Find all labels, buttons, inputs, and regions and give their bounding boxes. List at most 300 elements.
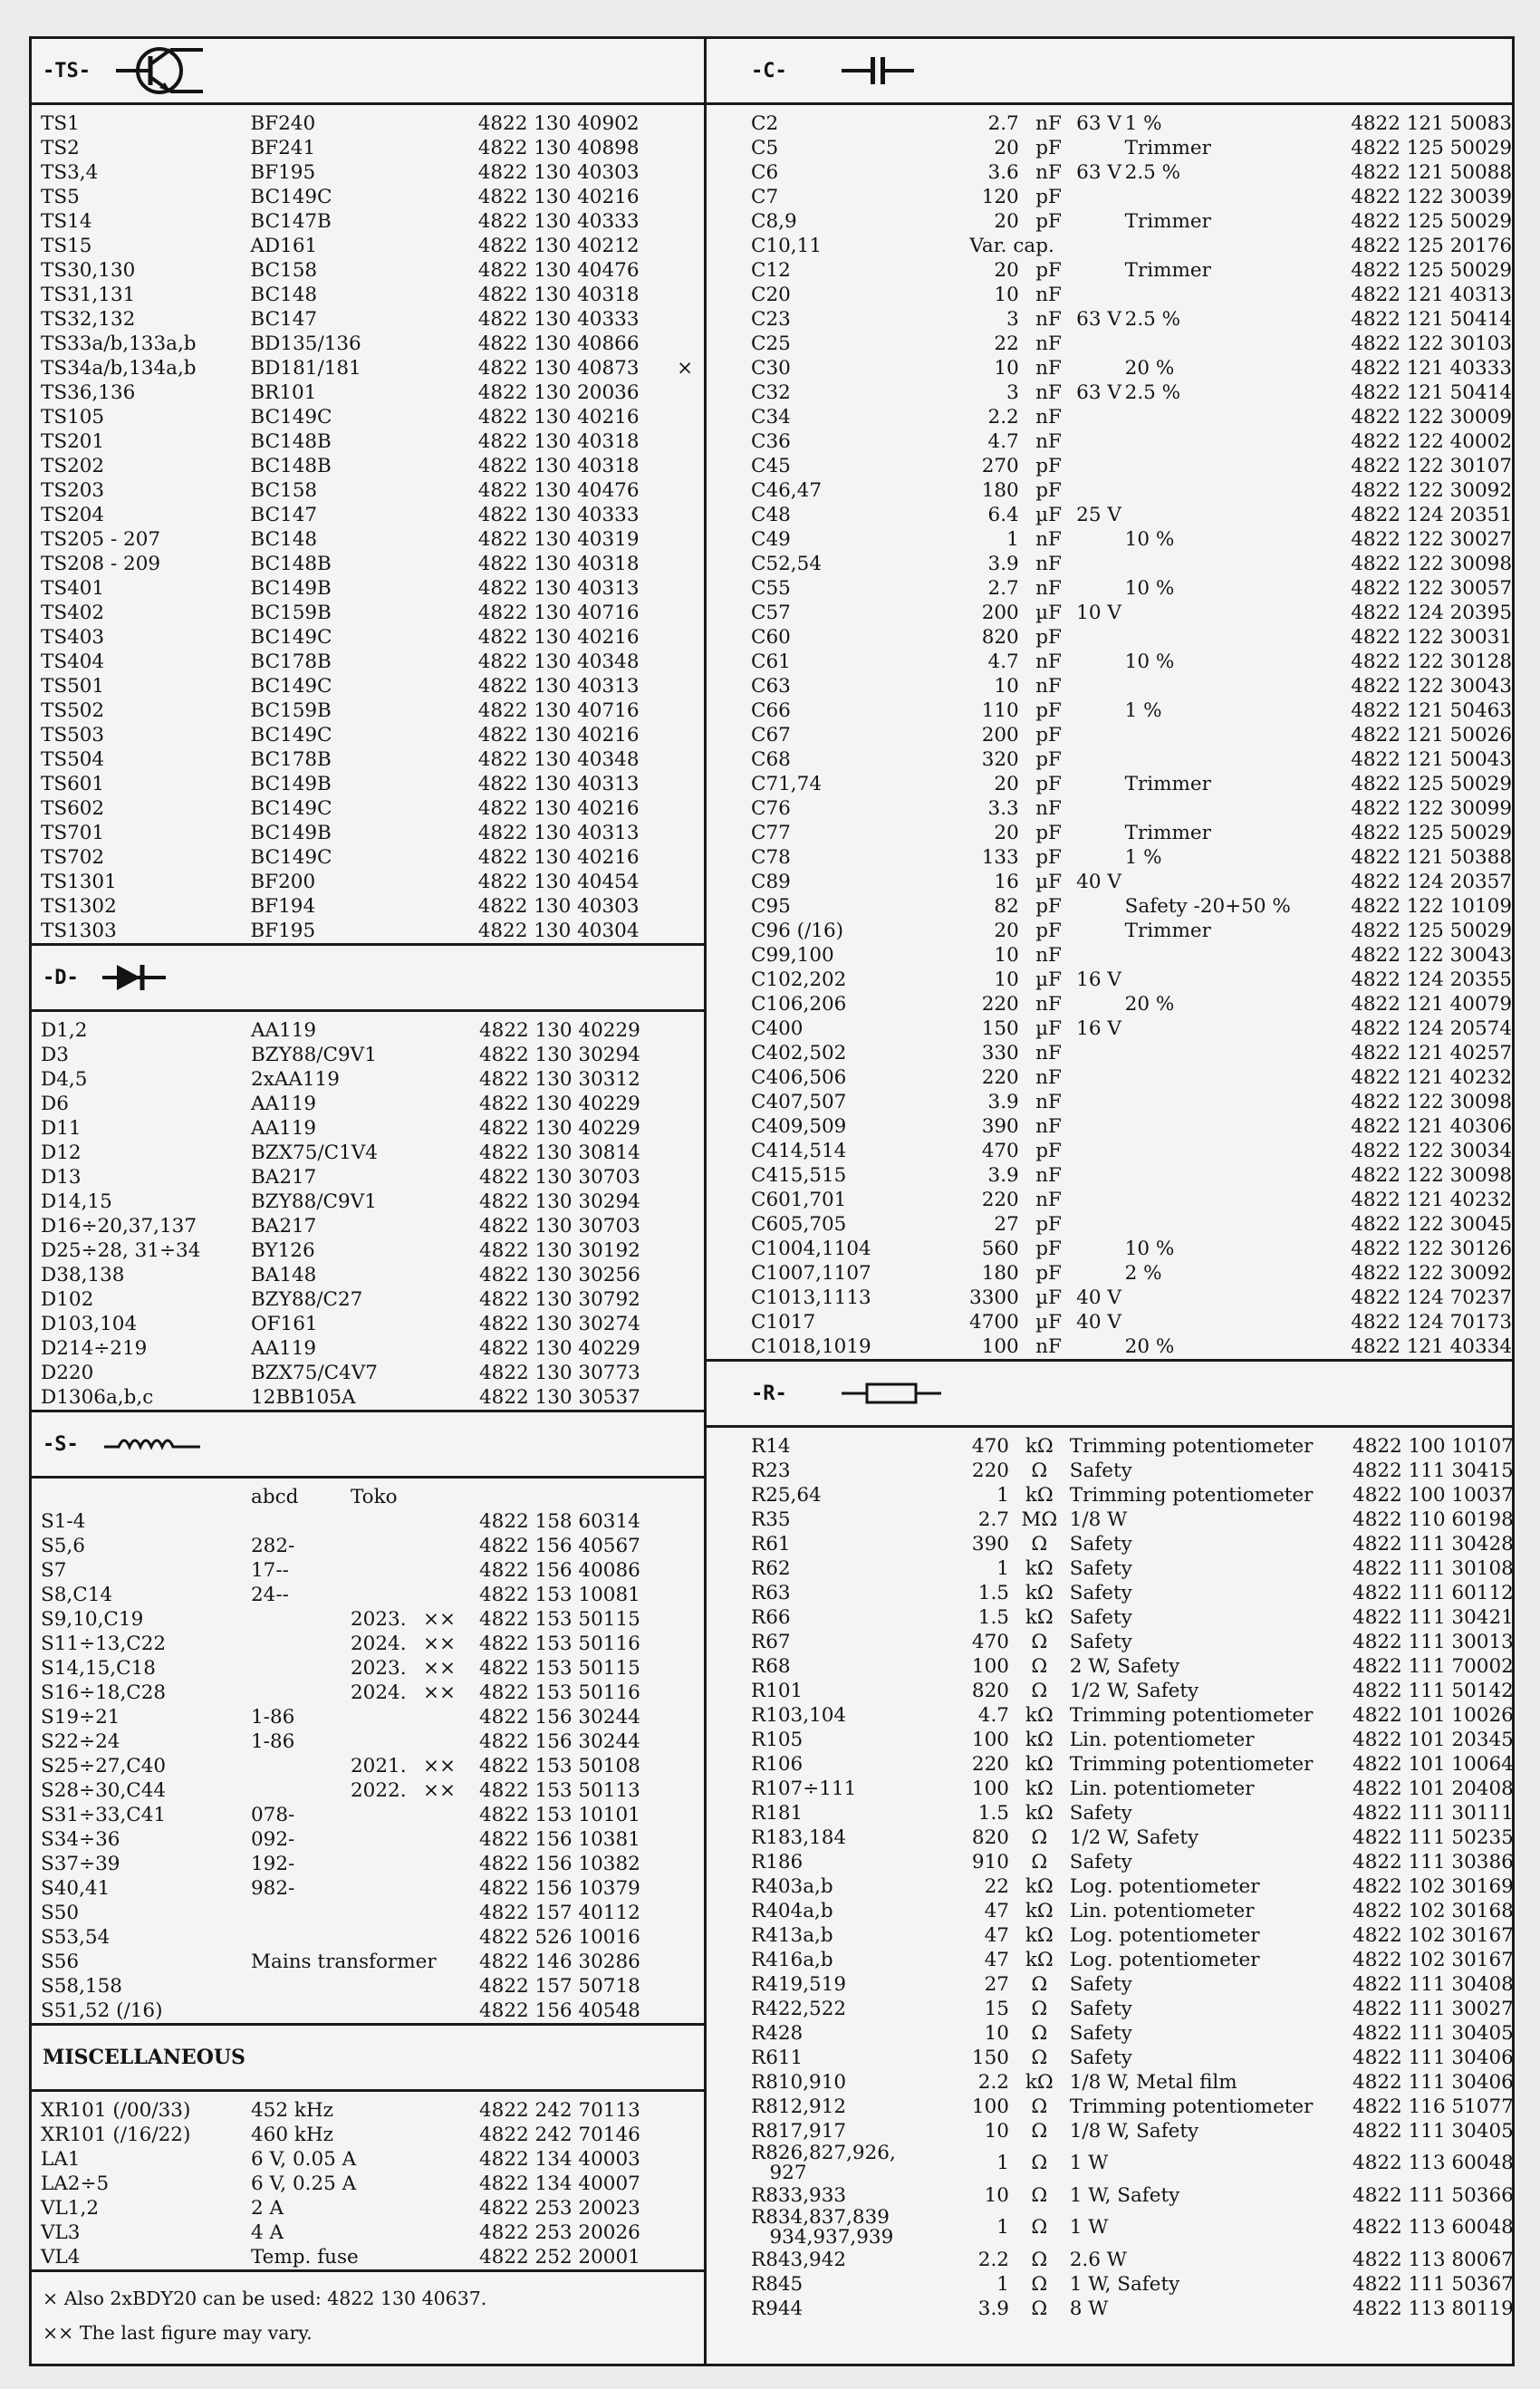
s-code-number: 4822 157 50718	[479, 1975, 640, 1998]
ts-ref: TS34a/b,134a,b	[41, 357, 197, 380]
r-row	[704, 2248, 1512, 2272]
c-unit: nF	[1035, 1335, 1062, 1358]
c-ref: C77	[751, 822, 791, 844]
s-row	[32, 1509, 704, 1534]
ts-row	[32, 283, 704, 307]
c-value: 22	[994, 332, 1019, 355]
c-voltage: 40 V	[1076, 1286, 1121, 1309]
s-row	[32, 1607, 704, 1632]
r-value: 390	[971, 1533, 1009, 1556]
c-voltage	[1073, 1212, 1124, 1237]
d-ref: D16÷20,37,137	[41, 1215, 197, 1238]
c-tolerance	[1125, 552, 1352, 576]
c-tolerance	[1125, 503, 1352, 527]
ts-type: BC159B	[250, 699, 332, 722]
d-section	[32, 946, 704, 1412]
c-row	[704, 992, 1512, 1016]
c-row	[704, 234, 1512, 258]
c-voltage	[1073, 1188, 1124, 1212]
d-code-number: 4822 130 30703	[479, 1166, 640, 1189]
s-code-number: 4822 156 30244	[479, 1706, 640, 1729]
d-row	[32, 1116, 704, 1141]
s-ref: S7	[41, 1559, 67, 1582]
d-code-number: 4822 130 30192	[479, 1239, 640, 1262]
c-tolerance: Trimmer	[1124, 822, 1211, 844]
c-value: 20	[994, 773, 1019, 795]
r-ref: R422,522	[751, 1998, 847, 2020]
s-ref: S5,6	[41, 1535, 85, 1557]
r-code-number: 4822 111 50235	[1352, 1826, 1514, 1849]
c-tolerance	[1125, 674, 1352, 698]
s-header	[32, 1412, 704, 1479]
s-row	[32, 1827, 704, 1852]
d-type: OF161	[251, 1313, 318, 1335]
s-abcd: 092-	[251, 1828, 295, 1851]
ts-code-number: 4822 130 40318	[477, 455, 640, 477]
s-toko	[351, 1534, 423, 1558]
d-ref: D13	[41, 1166, 82, 1189]
ts-ref: TS501	[41, 675, 105, 698]
c-value: 560	[981, 1238, 1019, 1260]
r-description: Log. potentiometer	[1069, 1924, 1260, 1947]
ts-note-mark	[677, 723, 704, 747]
c-unit: pF	[1035, 748, 1062, 771]
c-unit: nF	[1035, 308, 1062, 331]
s-toko	[351, 1583, 423, 1607]
r-row	[704, 2208, 1512, 2248]
s-row	[32, 1632, 704, 1656]
r-description: 1 W, Safety	[1069, 2273, 1180, 2296]
r-unit: kΩ	[1025, 2071, 1054, 2094]
r-unit: Ω	[1031, 2022, 1048, 2045]
d-row	[32, 1238, 704, 1263]
c-value: 3	[1006, 308, 1019, 331]
c-tolerance	[1125, 1188, 1352, 1212]
c-row	[704, 1334, 1512, 1359]
ts-type: BF194	[250, 895, 316, 918]
c-ref: C55	[751, 577, 791, 600]
c-tolerance	[1125, 601, 1352, 625]
r-code-number: 4822 113 80119	[1352, 2297, 1514, 2320]
misc-ref: VL4	[41, 2246, 81, 2269]
s-abcd: 1-86	[251, 1730, 295, 1753]
c-unit: pF	[1035, 1213, 1062, 1236]
d-ref: D3	[41, 1044, 69, 1066]
c-unit: nF	[1035, 577, 1062, 600]
ts-row	[32, 111, 704, 136]
d-type: AA119	[251, 1337, 317, 1360]
c-ref: C1017	[751, 1311, 816, 1334]
c-ref: C2	[751, 112, 779, 135]
c-voltage	[1073, 1065, 1124, 1090]
c-value: 100	[981, 1335, 1019, 1358]
c-row	[704, 1188, 1512, 1212]
c-tolerance	[1125, 1212, 1352, 1237]
r-row	[704, 2183, 1512, 2208]
ts-type: BD181/181	[250, 357, 361, 380]
c-voltage	[1073, 478, 1124, 503]
c-title: -C-	[751, 59, 787, 82]
r-code-number: 4822 111 50366	[1352, 2184, 1514, 2207]
r-value: 47	[984, 1900, 1009, 1922]
r-unit: Ω	[1031, 1973, 1048, 1996]
d-ref: D1306a,b,c	[41, 1386, 154, 1409]
r-table	[704, 1428, 1512, 2321]
c-tolerance: Trimmer	[1124, 137, 1211, 159]
c-value: 4.7	[987, 430, 1019, 453]
c-row	[704, 356, 1512, 381]
r-ref: R817,917	[751, 2120, 847, 2143]
s-abcd: Mains transformer	[251, 1951, 437, 1973]
misc-title: MISCELLANEOUS	[32, 2026, 704, 2092]
s-note-mark	[423, 1974, 479, 1999]
s-ref: S9,10,C19	[41, 1608, 144, 1631]
s-row	[32, 1754, 704, 1778]
c-value: 20	[994, 259, 1019, 282]
r-code-number: 4822 111 50142	[1352, 1680, 1514, 1702]
r-description: 2.6 W	[1069, 2249, 1127, 2271]
footnotes	[32, 2272, 704, 2359]
c-value: 10	[994, 944, 1019, 967]
s-ref: S50	[41, 1902, 80, 1924]
r-ref: R66	[751, 1606, 791, 1629]
c-code-number: 4822 122 30126	[1351, 1238, 1513, 1260]
s-toko: 2023.	[351, 1608, 407, 1631]
d-ref: D38,138	[41, 1264, 125, 1286]
ts-ref: TS503	[41, 724, 105, 747]
ts-ref: TS15	[41, 235, 92, 257]
c-unit: µF	[1035, 968, 1062, 991]
r-ref: R416a,b	[751, 1949, 833, 1971]
d-row	[32, 1190, 704, 1214]
c-value: 6.4	[987, 504, 1019, 526]
c-tolerance	[1125, 185, 1352, 209]
ts-code-number: 4822 130 40873	[477, 357, 640, 380]
ts-code-number: 4822 130 40318	[477, 284, 640, 306]
ts-row	[32, 625, 704, 650]
c-unit: µF	[1035, 1286, 1062, 1309]
ts-type: BC149C	[250, 797, 332, 820]
r-code-number: 4822 116 51077	[1352, 2095, 1514, 2118]
ts-row	[32, 332, 704, 356]
c-row	[704, 381, 1512, 405]
r-row	[704, 1752, 1512, 1777]
c-code-number: 4822 121 40313	[1351, 284, 1513, 306]
c-code-number: 4822 125 20176	[1351, 235, 1513, 257]
ts-code-number: 4822 130 20036	[477, 381, 640, 404]
c-voltage: 63 V	[1076, 161, 1121, 184]
c-value: 220	[981, 993, 1019, 1016]
c-ref: C5	[751, 137, 779, 159]
r-description: Safety	[1069, 1998, 1132, 2020]
c-value: 270	[981, 455, 1019, 477]
d-type: BZX75/C4V7	[251, 1362, 378, 1384]
c-code-number: 4822 124 70173	[1351, 1311, 1513, 1334]
c-ref: C6	[751, 161, 779, 184]
c-tolerance: 10 %	[1124, 528, 1175, 551]
s-abcd	[251, 1607, 351, 1632]
d-ref: D6	[41, 1093, 69, 1115]
ts-code-number: 4822 130 40216	[477, 724, 640, 747]
r-ref: R68	[751, 1655, 791, 1678]
c-unit: nF	[1035, 1189, 1062, 1211]
c-voltage	[1073, 576, 1124, 601]
c-value: 82	[994, 895, 1019, 918]
s-code-number: 4822 156 10379	[479, 1877, 640, 1900]
c-row	[704, 454, 1512, 478]
s-abcd: 282-	[251, 1535, 295, 1557]
s-toko	[351, 1974, 423, 1999]
r-unit: kΩ	[1025, 1777, 1054, 1800]
c-code-number: 4822 121 50388	[1351, 846, 1513, 869]
c-code-number: 4822 125 50029	[1351, 210, 1513, 233]
ts-row	[32, 454, 704, 478]
r-unit: kΩ	[1025, 1949, 1054, 1971]
r-description: Lin. potentiometer	[1069, 1729, 1255, 1751]
ts-note-mark: ×	[677, 357, 694, 380]
ts-ref: TS105	[41, 406, 105, 429]
c-value: 10	[994, 357, 1019, 380]
c-unit: pF	[1035, 1140, 1062, 1162]
r-code-number: 4822 100 10037	[1352, 1484, 1514, 1507]
d-row	[32, 1018, 704, 1043]
c-ref: C30	[751, 357, 791, 380]
c-code-number: 4822 121 50414	[1351, 308, 1513, 331]
c-voltage	[1073, 1090, 1124, 1114]
ts-row	[32, 503, 704, 527]
s-abcd	[251, 1632, 351, 1656]
r-ref: R103,104	[751, 1704, 847, 1727]
c-tolerance	[1125, 723, 1352, 747]
r-description: 1 W	[1069, 2152, 1109, 2174]
ts-row	[32, 552, 704, 576]
r-unit: kΩ	[1025, 1606, 1054, 1629]
ts-code-number: 4822 130 40313	[477, 773, 640, 795]
ts-type: AD161	[250, 235, 318, 257]
ts-type: BC159B	[250, 602, 332, 624]
c-value: 4700	[969, 1311, 1019, 1334]
r-description: Safety	[1069, 1631, 1132, 1653]
ts-ref: TS202	[41, 455, 105, 477]
r-value: 4.7	[977, 1704, 1009, 1727]
c-voltage	[1073, 1334, 1124, 1359]
c-unit: nF	[1035, 993, 1062, 1016]
c-unit: pF	[1035, 773, 1062, 795]
r-code-number: 4822 111 30415	[1352, 1459, 1514, 1482]
ts-row	[32, 821, 704, 845]
s-abcd: 078-	[251, 1804, 295, 1826]
c-row	[704, 845, 1512, 870]
misc-code-number: 4822 252 20001	[479, 2246, 640, 2269]
ts-code-number: 4822 130 40348	[477, 650, 640, 673]
c-tolerance	[1125, 870, 1352, 894]
r-row	[704, 2095, 1512, 2119]
c-row	[704, 674, 1512, 698]
transistor-icon	[114, 43, 205, 99]
c-unit: pF	[1035, 1238, 1062, 1260]
c-code-number: 4822 122 10109	[1351, 895, 1513, 918]
r-code-number: 4822 102 30169	[1352, 1875, 1514, 1898]
c-code-number: 4822 122 30098	[1351, 553, 1513, 575]
r-ref: R428	[751, 2022, 804, 2045]
s-toko: 2022.	[351, 1779, 407, 1802]
c-tolerance	[1125, 968, 1352, 992]
ts-ref: TS1302	[41, 895, 117, 918]
c-ref: C71,74	[751, 773, 823, 795]
r-code-number: 4822 113 80067	[1352, 2249, 1514, 2271]
misc-row	[32, 2147, 704, 2172]
c-code-number: 4822 125 50029	[1351, 773, 1513, 795]
s-row	[32, 1583, 704, 1607]
c-ref: C1004,1104	[751, 1238, 871, 1260]
d-type: BA217	[251, 1215, 317, 1238]
s-toko	[351, 1876, 423, 1901]
d-row	[32, 1385, 704, 1410]
c-value: 820	[981, 626, 1019, 649]
c-unit: nF	[1035, 406, 1062, 429]
c-row	[704, 576, 1512, 601]
c-code-number: 4822 121 50463	[1351, 699, 1513, 722]
r-ref: R23	[751, 1459, 791, 1482]
misc-ref: VL3	[41, 2221, 81, 2244]
d-code-number: 4822 130 40229	[479, 1093, 640, 1115]
ts-note-mark	[677, 160, 704, 185]
ts-note-mark	[677, 209, 704, 234]
s-abcd: 982-	[251, 1877, 295, 1900]
ts-code-number: 4822 130 40319	[477, 528, 640, 551]
r-unit: Ω	[1031, 2273, 1048, 2296]
ts-row	[32, 209, 704, 234]
r-ref: R419,519	[751, 1973, 847, 1996]
s-abcd	[251, 1999, 351, 2023]
s-abcd	[251, 1754, 351, 1778]
r-value: 15	[984, 1998, 1009, 2020]
s-ref: S53,54	[41, 1926, 111, 1949]
misc-table	[32, 2092, 704, 2269]
r-ref: R105	[751, 1729, 804, 1751]
c-voltage	[1073, 356, 1124, 381]
s-row	[32, 1534, 704, 1558]
c-unit: pF	[1035, 822, 1062, 844]
c-tolerance	[1125, 454, 1352, 478]
r-row	[704, 1483, 1512, 1508]
s-note-mark	[423, 1827, 479, 1852]
c-code-number: 4822 122 40002	[1351, 430, 1513, 453]
c-unit: µF	[1035, 1017, 1062, 1040]
s-toko	[351, 1925, 423, 1950]
c-voltage	[1073, 454, 1124, 478]
misc-value: Temp. fuse	[251, 2246, 359, 2269]
c-unit: pF	[1035, 724, 1062, 747]
ts-ref: TS31,131	[41, 284, 136, 306]
c-code-number: 4822 121 50083	[1351, 112, 1513, 135]
r-row	[704, 1777, 1512, 1801]
s-code-number: 4822 146 30286	[479, 1951, 640, 1973]
c-code-number: 4822 122 30092	[1351, 479, 1513, 502]
ts-note-mark	[677, 136, 704, 160]
ts-code-number: 4822 130 40716	[477, 602, 640, 624]
c-row	[704, 1090, 1512, 1114]
c-voltage: 16 V	[1076, 1017, 1121, 1040]
c-ref: C601,701	[751, 1189, 847, 1211]
c-code-number: 4822 125 50029	[1351, 920, 1513, 942]
c-row	[704, 1016, 1512, 1041]
s-note-mark	[423, 1558, 479, 1583]
s-row	[32, 1925, 704, 1950]
s-table	[32, 1479, 704, 2023]
c-row	[704, 527, 1512, 552]
r-code-number: 4822 111 30405	[1352, 2022, 1514, 2045]
c-code-number: 4822 124 20574	[1351, 1017, 1513, 1040]
r-value: 1	[996, 2152, 1009, 2174]
s-ref: S58,158	[41, 1975, 122, 1998]
c-unit: pF	[1035, 186, 1062, 208]
ts-type: BR101	[250, 381, 317, 404]
r-ref: R186	[751, 1851, 804, 1874]
ts-ref: TS601	[41, 773, 105, 795]
r-unit: kΩ	[1025, 1753, 1054, 1776]
c-voltage	[1073, 772, 1124, 796]
c-row	[704, 111, 1512, 136]
r-description: 1 W	[1069, 2216, 1109, 2239]
c-unit: µF	[1035, 504, 1062, 526]
ts-row	[32, 307, 704, 332]
s-code-number: 4822 156 40086	[479, 1559, 640, 1582]
ts-ref: TS504	[41, 748, 105, 771]
s-ref: S37÷39	[41, 1853, 120, 1875]
c-voltage	[1073, 332, 1124, 356]
c-code-number: 4822 121 40306	[1351, 1115, 1513, 1138]
ts-row	[32, 601, 704, 625]
r-code-number: 4822 101 10026	[1352, 1704, 1514, 1727]
c-voltage: 63 V	[1076, 381, 1121, 404]
ts-ref: TS204	[41, 504, 105, 526]
r-value: 1.5	[977, 1606, 1009, 1629]
ts-row	[32, 429, 704, 454]
ts-row	[32, 796, 704, 821]
r-ref: R107÷111	[751, 1777, 857, 1800]
ts-type: BC178B	[250, 748, 332, 771]
r-ref: R944	[751, 2297, 804, 2320]
ts-ref: TS2	[41, 137, 80, 159]
r-description: Safety	[1069, 1533, 1132, 1556]
r-row	[704, 1605, 1512, 1630]
c-voltage	[1073, 796, 1124, 821]
r-ref: R845	[751, 2273, 804, 2296]
c-row	[704, 209, 1512, 234]
ts-ref: TS3,4	[41, 161, 99, 184]
c-ref: C36	[751, 430, 791, 453]
ts-note-mark	[677, 894, 704, 919]
r-description: Safety	[1069, 1582, 1132, 1604]
ts-code-number: 4822 130 40898	[477, 137, 640, 159]
c-tolerance: 1 %	[1124, 846, 1162, 869]
ts-note-mark	[677, 381, 704, 405]
ts-row	[32, 919, 704, 943]
r-unit: Ω	[1031, 2152, 1048, 2174]
r-description: Safety	[1069, 1606, 1132, 1629]
c-value: 20	[994, 210, 1019, 233]
c-voltage	[1073, 845, 1124, 870]
c-value: 10	[994, 284, 1019, 306]
right-column	[704, 39, 1512, 2364]
c-code-number: 4822 121 50026	[1351, 724, 1513, 747]
c-unit: nF	[1035, 944, 1062, 967]
c-row	[704, 1163, 1512, 1188]
ts-code-number: 4822 130 40303	[477, 161, 640, 184]
r-value: 47	[984, 1949, 1009, 1971]
d-ref: D14,15	[41, 1190, 112, 1213]
